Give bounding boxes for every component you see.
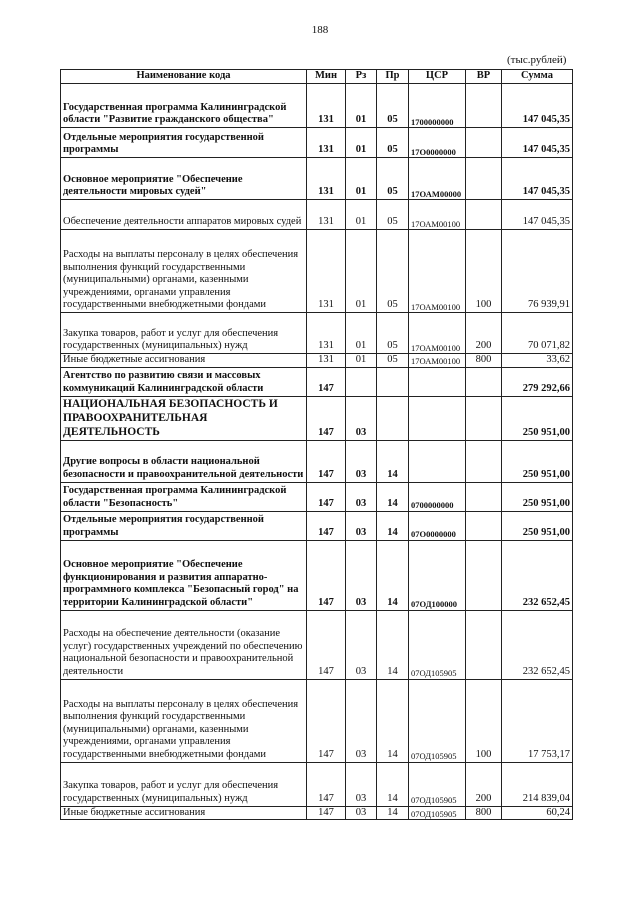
row-sum: 250 951,00 [502, 511, 573, 540]
table-row [61, 511, 573, 540]
row-sum: 147 045,35 [502, 200, 573, 230]
row-pr: 05 [377, 158, 409, 200]
row-csr: 17ОАМ00100 [409, 200, 466, 230]
row-csr: 1700000000 [409, 84, 466, 128]
row-vr [466, 610, 502, 679]
row-pr: 14 [377, 806, 409, 820]
row-csr: 07ОД105905 [409, 806, 466, 820]
row-pr: 05 [377, 313, 409, 354]
row-pr: 14 [377, 610, 409, 679]
row-vr [466, 158, 502, 200]
row-sum: 250 951,00 [502, 396, 573, 440]
table-row [61, 158, 573, 200]
row-name: Обеспечение деятельности аппаратов мировых судей [61, 200, 307, 230]
row-min: 131 [307, 128, 346, 158]
row-name: Государственная программа Калининградской области "Развитие гражданского общества" [61, 84, 307, 128]
row-name: Агентство по развитию связи и массовых коммуникаций Калининградской области [61, 367, 307, 396]
table-row [61, 396, 573, 440]
header-csr: ЦСР [409, 70, 466, 84]
row-rz: 03 [346, 610, 377, 679]
row-csr: 07ОД105905 [409, 762, 466, 806]
row-rz: 03 [346, 806, 377, 820]
row-pr: 05 [377, 84, 409, 128]
header-vr: ВР [466, 70, 502, 84]
units-label: (тыс.рублей) [507, 54, 567, 66]
row-pr [377, 367, 409, 396]
table-row [61, 230, 573, 313]
row-csr [409, 440, 466, 482]
row-csr [409, 396, 466, 440]
row-rz: 01 [346, 313, 377, 354]
row-csr: 17ОАМ00000 [409, 158, 466, 200]
table-row [61, 84, 573, 128]
row-rz: 03 [346, 540, 377, 610]
row-pr: 14 [377, 511, 409, 540]
row-sum: 70 071,82 [502, 313, 573, 354]
row-csr: 17ОАМ00100 [409, 230, 466, 313]
table-row [61, 540, 573, 610]
row-rz [346, 367, 377, 396]
table-row [61, 354, 573, 368]
table-row [61, 806, 573, 820]
table-row [61, 679, 573, 762]
row-min: 147 [307, 367, 346, 396]
row-min: 131 [307, 313, 346, 354]
row-vr: 200 [466, 762, 502, 806]
table-row [61, 313, 573, 354]
row-min: 131 [307, 84, 346, 128]
row-pr: 05 [377, 230, 409, 313]
row-csr: 17ОАМ00100 [409, 313, 466, 354]
row-min: 131 [307, 200, 346, 230]
row-sum: 76 939,91 [502, 230, 573, 313]
row-min: 147 [307, 440, 346, 482]
table-row [61, 610, 573, 679]
row-rz: 03 [346, 762, 377, 806]
row-rz: 01 [346, 128, 377, 158]
row-name: НАЦИОНАЛЬНАЯ БЕЗОПАСНОСТЬ И ПРАВООХРАНИТЕЛЬНАЯ ДЕЯТЕЛЬНОСТЬ [61, 396, 307, 440]
row-csr: 07О0000000 [409, 511, 466, 540]
row-pr: 14 [377, 540, 409, 610]
row-rz: 01 [346, 84, 377, 128]
row-rz: 03 [346, 511, 377, 540]
row-name: Расходы на выплаты персоналу в целях обеспечения выполнения функций государственными (муниципальными) органами, казенными учреждениями, органами управления государственными внебюджетными фондами [61, 679, 307, 762]
row-min: 147 [307, 610, 346, 679]
row-min: 147 [307, 511, 346, 540]
row-name: Расходы на обеспечение деятельности (оказание услуг) государственных учреждений по обеспечению национальной безопасности и правоохранительной деятельности [61, 610, 307, 679]
row-name: Закупка товаров, работ и услуг для обеспечения государственных (муниципальных) нужд [61, 313, 307, 354]
row-vr [466, 367, 502, 396]
row-name: Иные бюджетные ассигнования [61, 354, 307, 368]
row-rz: 01 [346, 158, 377, 200]
row-vr: 800 [466, 354, 502, 368]
row-min: 147 [307, 679, 346, 762]
row-csr [409, 367, 466, 396]
row-pr: 14 [377, 762, 409, 806]
row-csr: 17О0000000 [409, 128, 466, 158]
row-sum: 232 652,45 [502, 540, 573, 610]
row-min: 147 [307, 396, 346, 440]
row-rz: 03 [346, 679, 377, 762]
budget-table [60, 69, 573, 820]
row-sum: 60,24 [502, 806, 573, 820]
row-vr [466, 440, 502, 482]
row-pr: 05 [377, 354, 409, 368]
row-sum: 33,62 [502, 354, 573, 368]
table-row [61, 128, 573, 158]
row-sum: 250 951,00 [502, 482, 573, 511]
row-name: Отдельные мероприятия государственной программы [61, 511, 307, 540]
row-sum: 232 652,45 [502, 610, 573, 679]
row-vr: 800 [466, 806, 502, 820]
page-number: 188 [311, 24, 329, 36]
header-row [61, 70, 573, 84]
row-min: 147 [307, 482, 346, 511]
row-vr [466, 84, 502, 128]
row-sum: 279 292,66 [502, 367, 573, 396]
row-csr: 0700000000 [409, 482, 466, 511]
row-csr: 07ОД105905 [409, 679, 466, 762]
row-vr: 200 [466, 313, 502, 354]
header-pr: Пр [377, 70, 409, 84]
row-rz: 01 [346, 230, 377, 313]
row-rz: 03 [346, 440, 377, 482]
row-vr [466, 540, 502, 610]
row-sum: 147 045,35 [502, 128, 573, 158]
row-vr: 100 [466, 230, 502, 313]
row-name: Иные бюджетные ассигнования [61, 806, 307, 820]
row-min: 131 [307, 158, 346, 200]
row-rz: 03 [346, 396, 377, 440]
row-sum: 250 951,00 [502, 440, 573, 482]
row-rz: 01 [346, 200, 377, 230]
header-rz: Рз [346, 70, 377, 84]
row-rz: 03 [346, 482, 377, 511]
header-sum: Сумма [502, 70, 573, 84]
row-vr [466, 128, 502, 158]
header-name: Наименование кода [61, 70, 307, 84]
row-min: 147 [307, 540, 346, 610]
row-vr [466, 200, 502, 230]
row-pr: 14 [377, 440, 409, 482]
row-name: Основное мероприятие "Обеспечение деятельности мировых судей" [61, 158, 307, 200]
row-name: Расходы на выплаты персоналу в целях обеспечения выполнения функций государственными (муниципальными) органами, казенными учреждениями, органами управления государственными внебюджетными фондами [61, 230, 307, 313]
row-pr: 05 [377, 128, 409, 158]
row-min: 131 [307, 354, 346, 368]
table-row [61, 762, 573, 806]
row-min: 147 [307, 762, 346, 806]
row-name: Государственная программа Калининградской области "Безопасность" [61, 482, 307, 511]
row-pr: 14 [377, 482, 409, 511]
table-row [61, 440, 573, 482]
row-name: Отдельные мероприятия государственной программы [61, 128, 307, 158]
row-pr [377, 396, 409, 440]
row-csr: 07ОД100000 [409, 540, 466, 610]
row-name: Основное мероприятие "Обеспечение функционирования и развития аппаратно-программного комплекса "Безопасный город" на территории Калининградской области" [61, 540, 307, 610]
header-min: Мин [307, 70, 346, 84]
row-sum: 147 045,35 [502, 84, 573, 128]
row-vr: 100 [466, 679, 502, 762]
row-vr [466, 482, 502, 511]
row-rz: 01 [346, 354, 377, 368]
row-sum: 17 753,17 [502, 679, 573, 762]
row-csr: 17ОАМ00100 [409, 354, 466, 368]
row-vr [466, 396, 502, 440]
row-name: Закупка товаров, работ и услуг для обеспечения государственных (муниципальных) нужд [61, 762, 307, 806]
row-csr: 07ОД105905 [409, 610, 466, 679]
row-min: 147 [307, 806, 346, 820]
row-min: 131 [307, 230, 346, 313]
table-row [61, 367, 573, 396]
row-name: Другие вопросы в области национальной безопасности и правоохранительной деятельности [61, 440, 307, 482]
row-pr: 05 [377, 200, 409, 230]
table-row [61, 482, 573, 511]
row-pr: 14 [377, 679, 409, 762]
table-row [61, 200, 573, 230]
row-sum: 147 045,35 [502, 158, 573, 200]
row-sum: 214 839,04 [502, 762, 573, 806]
row-vr [466, 511, 502, 540]
